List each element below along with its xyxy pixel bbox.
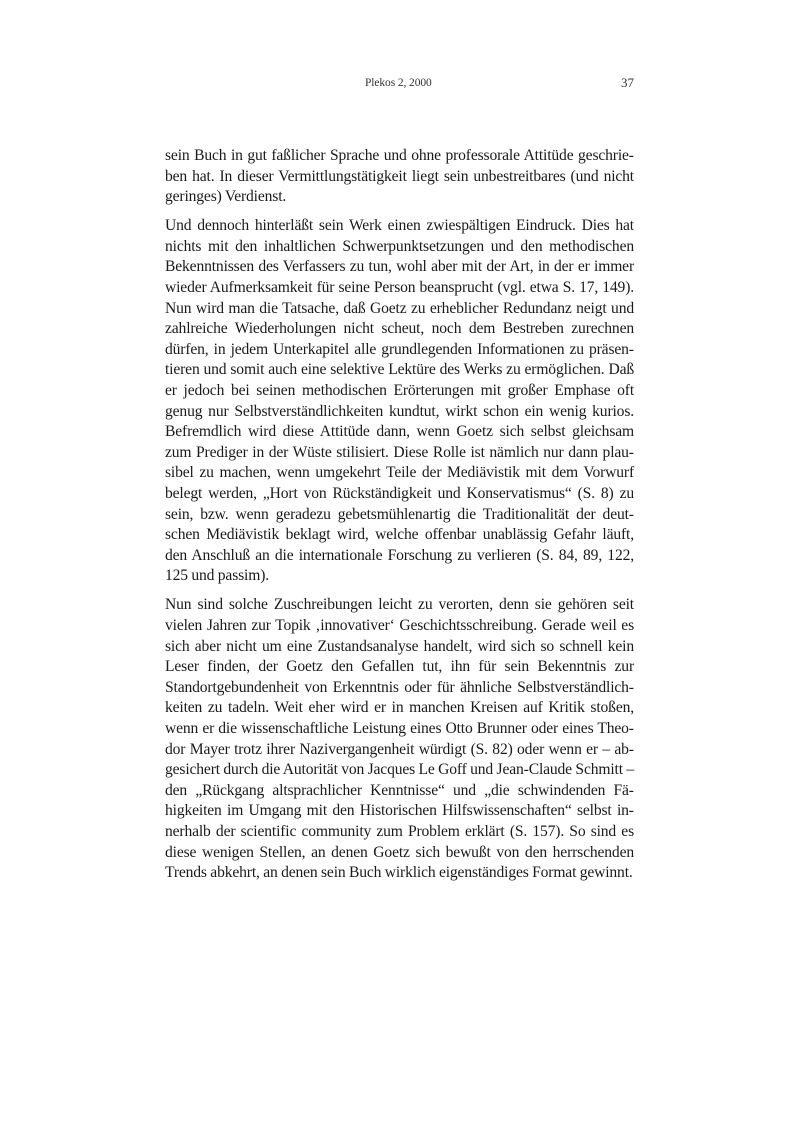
paragraph-2: Und dennoch hinterläßt sein Werk einen zwiespältigen Eindruck. Dies hat nichts mit den inhaltlichen Schwerpunktsetzungen und den methodischen Bekenntnissen des Verfassers zu tun, wohl aber mit der Art, in der er immer wieder Aufmerksamkeit für seine Person beansprucht (vgl. etwa S. 17, 149). Nun wird man die Tatsache, daß Goetz zu erheblicher Redundanz neigt und zahlreiche Wiederholungen nicht scheut, noch dem Bestreben zurechnen dürfen, in jedem Unterkapitel alle grundlegenden Informationen zu präsentieren und somit auch eine selektive Lektüre des Werks zu ermöglichen. Daß er jedoch bei seinen methodischen Erörterungen mit großer Emphase oft genug nur Selbstverständlichkeiten kundtut, wirkt schon ein wenig kurios. Befremdlich wird diese Attitüde dann, wenn Goetz sich selbst gleichsam zum Prediger in der Wüste stilisiert. Diese Rolle ist nämlich nur dann plausibel zu machen, wenn umgekehrt Teile der Mediävistik mit dem Vorwurf belegt werden, „Hort von Rückständigkeit und Konservatismus“ (S. 8) zu sein, bzw. wenn geradezu gebetsmühlenartig die Traditionalität der deutschen Mediävistik beklagt wird, welche offenbar unablässig Gefahr läuft, den Anschluß an die internationale Forschung zu verlieren (S. 84, 89, 122, 125 und passim). (165, 217, 634, 585)
paragraph-1: sein Buch in gut faßlicher Sprache und ohne professorale Attitüde geschrieben hat. In dieser Vermittlungstätigkeit liegt sein unbestreitbares (und nicht geringes) Verdienst. (165, 147, 634, 206)
body-text (165, 146, 634, 892)
journal-citation: Plekos 2, 2000 (365, 77, 432, 89)
running-header (165, 75, 634, 93)
paragraph-3: Nun sind solche Zuschreibungen leicht zu verorten, denn sie gehören seit vielen Jahren zur Topik ‚innovativer‘ Geschichtsschreibung. Gerade weil es sich aber nicht um eine Zustandsanalyse handelt, wird sich so schnell kein Leser finden, der Goetz den Gefallen tut, ihn für sein Bekenntnis zur Standortgebundenheit von Erkenntnis oder für ähnliche Selbstverständlichkeiten zu tadeln. Weit eher wird er in manchen Kreisen auf Kritik stoßen, wenn er die wissenschaftliche Leistung eines Otto Brunner oder eines Theodor Mayer trotz ihrer Nazivergangenheit würdigt (S. 82) oder wenn er – abgesichert durch die Autorität von Jacques Le Goff und Jean-Claude Schmitt – den „Rückgang altsprachlicher Kenntnisse“ und „die schwindenden Fähigkeiten im Umgang mit den Historischen Hilfswissenschaften“ selbst innerhalb der scientific community zum Problem erklärt (S. 157). So sind es diese wenigen Stellen, an denen Goetz sich bewußt von den herrschenden Trends abkehrt, an denen sein Buch wirklich eigenständiges Format gewinnt. (165, 596, 634, 882)
page-number: 37 (621, 75, 634, 90)
